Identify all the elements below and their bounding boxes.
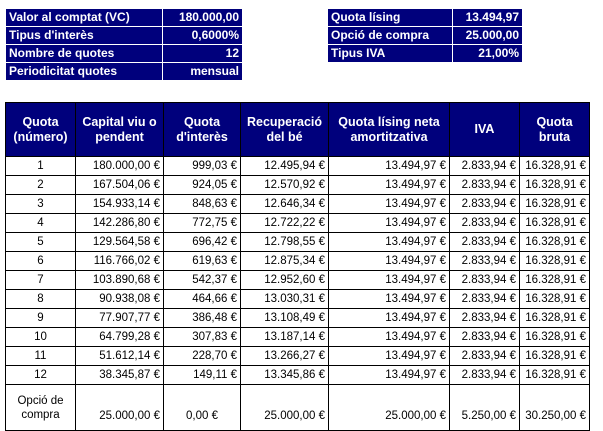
cell-interest: 924,05 € [164,176,241,195]
cell-asset-recovery: 13.266,27 € [241,347,329,366]
summary-label: Opció de compra [328,27,453,45]
header-text: IVA [474,122,495,136]
cell-vat: 2.833,94 € [450,195,520,214]
cell-gross-payment: 16.328,91 € [520,271,590,290]
cell-gross-payment: 16.328,91 € [520,309,590,328]
summary-value: 0,6000% [163,27,243,45]
cell-outstanding-capital: 90.938,08 € [76,290,164,309]
cell-asset-recovery: 12.570,92 € [241,176,329,195]
header-text: del bé [266,129,303,144]
cell-net-leasing-payment: 13.494,97 € [329,233,450,252]
header-text: amortitzativa [350,129,428,144]
summary-label: Tipus IVA [328,45,453,63]
header-interest [164,103,241,157]
cell-asset-recovery: 12.952,60 € [241,271,329,290]
summary-row-cash-value [6,9,243,27]
cell-vat: 2.833,94 € [450,157,520,176]
table-row [6,252,590,271]
cell-payment-number: 7 [6,271,76,290]
cell-interest: 542,37 € [164,271,241,290]
cell-vat: 2.833,94 € [450,176,520,195]
cell-gross-payment: 30.250,00 € [520,385,590,431]
header-text: Quota [22,114,59,129]
cell-net-leasing-payment: 13.494,97 € [329,176,450,195]
cell-asset-recovery: 13.187,14 € [241,328,329,347]
table-row [6,347,590,366]
cell-outstanding-capital: 25.000,00 € [76,385,164,431]
cell-net-leasing-payment: 13.494,97 € [329,195,450,214]
cell-net-leasing-payment: 25.000,00 € [329,385,450,431]
cell-vat: 2.833,94 € [450,214,520,233]
header-text: d'interès [176,129,228,144]
summary-table-left [5,8,243,81]
table-body [6,157,590,431]
header-text: (número) [13,129,68,144]
cell-gross-payment: 16.328,91 € [520,176,590,195]
table-row [6,271,590,290]
summary-row-periodicity [6,63,243,81]
cell-outstanding-capital: 129.564,58 € [76,233,164,252]
cell-vat: 2.833,94 € [450,347,520,366]
cell-gross-payment: 16.328,91 € [520,252,590,271]
table-row [6,195,590,214]
cell-payment-number: 1 [6,157,76,176]
cell-vat: 2.833,94 € [450,290,520,309]
cell-vat: 2.833,94 € [450,233,520,252]
header-text: Quota lísing neta [338,114,440,129]
cell-gross-payment: 16.328,91 € [520,195,590,214]
header-payment-number [6,103,76,157]
cell-interest: 999,03 € [164,157,241,176]
summary-value: 180.000,00 [163,9,243,27]
summary-value: 25.000,00 [453,27,523,45]
cell-vat: 2.833,94 € [450,271,520,290]
summary-value: 12 [163,45,243,63]
table-header-row [6,103,590,157]
summary-value: 21,00% [453,45,523,63]
header-text: Quota [183,114,221,129]
table-row [6,328,590,347]
summary-label: Valor al comptat (VC) [6,9,163,27]
header-text: Quota [536,114,573,129]
purchase-option-row [6,385,590,431]
cell-gross-payment: 16.328,91 € [520,233,590,252]
header-outstanding-capital [76,103,164,157]
cell-gross-payment: 16.328,91 € [520,347,590,366]
summary-label: Nombre de quotes [6,45,163,63]
cell-net-leasing-payment: 13.494,97 € [329,366,450,385]
cell-asset-recovery: 13.345,86 € [241,366,329,385]
cell-payment-number: 11 [6,347,76,366]
summary-value: 13.494,97 [453,9,523,27]
summary-row-vat-rate [328,45,523,63]
table-row [6,176,590,195]
header-asset-recovery [241,103,329,157]
cell-asset-recovery: 13.108,49 € [241,309,329,328]
cell-vat: 2.833,94 € [450,252,520,271]
cell-outstanding-capital: 64.799,28 € [76,328,164,347]
header-text: pendent [95,129,144,144]
header-gross-payment [520,103,590,157]
cell-interest: 848,63 € [164,195,241,214]
cell-net-leasing-payment: 13.494,97 € [329,290,450,309]
cell-gross-payment: 16.328,91 € [520,366,590,385]
cell-payment-number: 5 [6,233,76,252]
cell-interest: 619,63 € [164,252,241,271]
cell-interest: 386,48 € [164,309,241,328]
cell-vat: 2.833,94 € [450,309,520,328]
summary-row-number-of-payments [6,45,243,63]
summary-label: Tipus d'interès [6,27,163,45]
header-net-leasing-payment [329,103,450,157]
cell-net-leasing-payment: 13.494,97 € [329,328,450,347]
cell-interest: 696,42 € [164,233,241,252]
cell-outstanding-capital: 103.890,68 € [76,271,164,290]
cell-vat: 2.833,94 € [450,328,520,347]
cell-gross-payment: 16.328,91 € [520,328,590,347]
cell-net-leasing-payment: 13.494,97 € [329,271,450,290]
cell-outstanding-capital: 77.907,77 € [76,309,164,328]
cell-outstanding-capital: 167.504,06 € [76,176,164,195]
cell-asset-recovery: 12.875,34 € [241,252,329,271]
cell-outstanding-capital: 38.345,87 € [76,366,164,385]
cell-payment-number: 8 [6,290,76,309]
cell-payment-number: 9 [6,309,76,328]
summary-table-right [327,8,523,63]
summary-row-purchase-option [328,27,523,45]
cell-payment-number: 3 [6,195,76,214]
table-row [6,290,590,309]
cell-interest: 228,70 € [164,347,241,366]
cell-outstanding-capital: 180.000,00 € [76,157,164,176]
purchase-option-label: Opció de compra [6,385,76,431]
amortization-table [5,102,590,431]
header-text: Recuperació [246,114,323,129]
cell-asset-recovery: 12.646,34 € [241,195,329,214]
cell-gross-payment: 16.328,91 € [520,290,590,309]
cell-outstanding-capital: 51.612,14 € [76,347,164,366]
cell-asset-recovery: 13.030,31 € [241,290,329,309]
table-row [6,157,590,176]
cell-net-leasing-payment: 13.494,97 € [329,214,450,233]
cell-payment-number: 12 [6,366,76,385]
cell-vat: 2.833,94 € [450,366,520,385]
cell-interest: 772,75 € [164,214,241,233]
table-row [6,233,590,252]
cell-outstanding-capital: 116.766,02 € [76,252,164,271]
cell-asset-recovery: 12.722,22 € [241,214,329,233]
table-row [6,214,590,233]
cell-interest: 0,00 € [164,385,241,431]
cell-gross-payment: 16.328,91 € [520,157,590,176]
table-row [6,366,590,385]
cell-asset-recovery: 12.798,55 € [241,233,329,252]
header-text: Capital viu o [82,114,157,129]
header-text: bruta [538,129,571,144]
cell-asset-recovery: 12.495,94 € [241,157,329,176]
summary-row-interest-rate [6,27,243,45]
cell-net-leasing-payment: 13.494,97 € [329,252,450,271]
cell-vat: 5.250,00 € [450,385,520,431]
cell-net-leasing-payment: 13.494,97 € [329,309,450,328]
cell-payment-number: 4 [6,214,76,233]
summary-label: Periodicitat quotes [6,63,163,81]
cell-asset-recovery: 25.000,00 € [241,385,329,431]
summary-value: mensual [163,63,243,81]
cell-net-leasing-payment: 13.494,97 € [329,157,450,176]
cell-outstanding-capital: 142.286,80 € [76,214,164,233]
cell-net-leasing-payment: 13.494,97 € [329,347,450,366]
cell-interest: 149,11 € [164,366,241,385]
cell-outstanding-capital: 154.933,14 € [76,195,164,214]
cell-gross-payment: 16.328,91 € [520,214,590,233]
cell-payment-number: 10 [6,328,76,347]
cell-payment-number: 6 [6,252,76,271]
header-vat [450,103,520,157]
cell-interest: 307,83 € [164,328,241,347]
summary-row-leasing-payment [328,9,523,27]
cell-interest: 464,66 € [164,290,241,309]
table-row [6,309,590,328]
cell-payment-number: 2 [6,176,76,195]
summary-label: Quota lísing [328,9,453,27]
